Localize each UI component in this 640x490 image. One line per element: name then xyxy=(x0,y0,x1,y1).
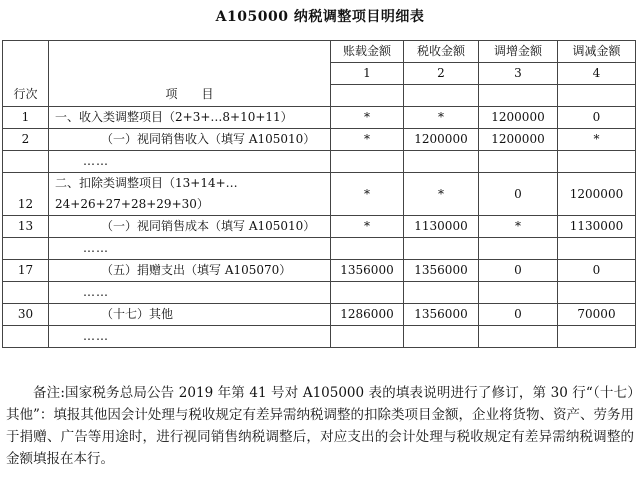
table-row xyxy=(3,129,636,151)
cell-decrease-amount: 70000 xyxy=(558,304,636,326)
row-item-ellipsis: …… xyxy=(49,326,331,348)
table-title: A105000 纳税调整项目明细表 xyxy=(215,9,425,25)
row-item-ellipsis: …… xyxy=(49,282,331,304)
row-item: （一）视同销售成本（填写 A105010） xyxy=(49,216,331,238)
row-number: 13 xyxy=(3,216,49,238)
row-number: 30 xyxy=(3,304,49,326)
cell-increase-amount: 0 xyxy=(479,173,558,216)
header-num-4: 4 xyxy=(558,63,636,85)
cell-tax-amount: 1356000 xyxy=(404,260,479,282)
row-number: 12 xyxy=(3,173,49,216)
row-number: 17 xyxy=(3,260,49,282)
cell-tax-amount: * xyxy=(404,107,479,129)
row-number xyxy=(3,238,49,260)
table-row xyxy=(3,173,636,216)
row-number: 1 xyxy=(3,107,49,129)
header-col-4: 调减金额 xyxy=(558,41,636,63)
row-item: 一、收入类调整项目（2+3+…8+10+11） xyxy=(49,107,331,129)
footnote-remark: 备注:国家税务总局公告 2019 年第 41 号对 A105000 表的填表说明进行了修订，第 30 行“（十七）其他”：填报其他因会计处理与税收规定有差异需纳税调整的扣除类项目金额，企业将货物、资产、劳务用于捐赠、广告等用途时，进行视同销售纳税调整后，对应支出的会计处理与税收规定有差异需纳税调整的金额填报在本行。 xyxy=(6,385,634,467)
cell-decrease-amount: 1200000 xyxy=(558,173,636,216)
cell-decrease-amount: 1130000 xyxy=(558,216,636,238)
cell-book-amount: 1286000 xyxy=(331,304,404,326)
cell-tax-amount: 1130000 xyxy=(404,216,479,238)
cell-tax-amount: * xyxy=(404,173,479,216)
header-row-names xyxy=(3,41,636,63)
row-item: 二、扣除类调整项目（13+14+…24+26+27+28+29+30） xyxy=(49,173,331,216)
table-row xyxy=(3,216,636,238)
row-item: （一）视同销售收入（填写 A105010） xyxy=(49,129,331,151)
row-number xyxy=(3,282,49,304)
header-num-3: 3 xyxy=(479,63,558,85)
header-col-1: 账载金额 xyxy=(331,41,404,63)
row-number xyxy=(3,151,49,173)
header-item: 项 目 xyxy=(49,41,331,107)
tax-adjustment-table xyxy=(2,40,636,348)
table-row xyxy=(3,260,636,282)
row-item-ellipsis: …… xyxy=(49,151,331,173)
header-num-2: 2 xyxy=(404,63,479,85)
table-row xyxy=(3,238,636,260)
cell-book-amount: * xyxy=(331,216,404,238)
header-num-1: 1 xyxy=(331,63,404,85)
cell-book-amount: 1356000 xyxy=(331,260,404,282)
cell-increase-amount: 1200000 xyxy=(479,129,558,151)
row-item: （十七）其他 xyxy=(49,304,331,326)
cell-decrease-amount: * xyxy=(558,129,636,151)
row-item-ellipsis: …… xyxy=(49,238,331,260)
cell-increase-amount: 0 xyxy=(479,304,558,326)
cell-tax-amount: 1200000 xyxy=(404,129,479,151)
cell-increase-amount: 0 xyxy=(479,260,558,282)
row-item: （五）捐赠支出（填写 A105070） xyxy=(49,260,331,282)
cell-increase-amount: 1200000 xyxy=(479,107,558,129)
header-col-3: 调增金额 xyxy=(479,41,558,63)
row-number: 2 xyxy=(3,129,49,151)
cell-decrease-amount: 0 xyxy=(558,107,636,129)
header-col-2: 税收金额 xyxy=(404,41,479,63)
table-row xyxy=(3,282,636,304)
table-row xyxy=(3,326,636,348)
row-number xyxy=(3,326,49,348)
header-row-number: 行次 xyxy=(3,41,49,107)
cell-book-amount: * xyxy=(331,129,404,151)
table-row xyxy=(3,107,636,129)
table-row xyxy=(3,304,636,326)
cell-increase-amount: * xyxy=(479,216,558,238)
cell-book-amount: * xyxy=(331,173,404,216)
cell-decrease-amount: 0 xyxy=(558,260,636,282)
table-row xyxy=(3,151,636,173)
cell-tax-amount: 1356000 xyxy=(404,304,479,326)
cell-book-amount: * xyxy=(331,107,404,129)
